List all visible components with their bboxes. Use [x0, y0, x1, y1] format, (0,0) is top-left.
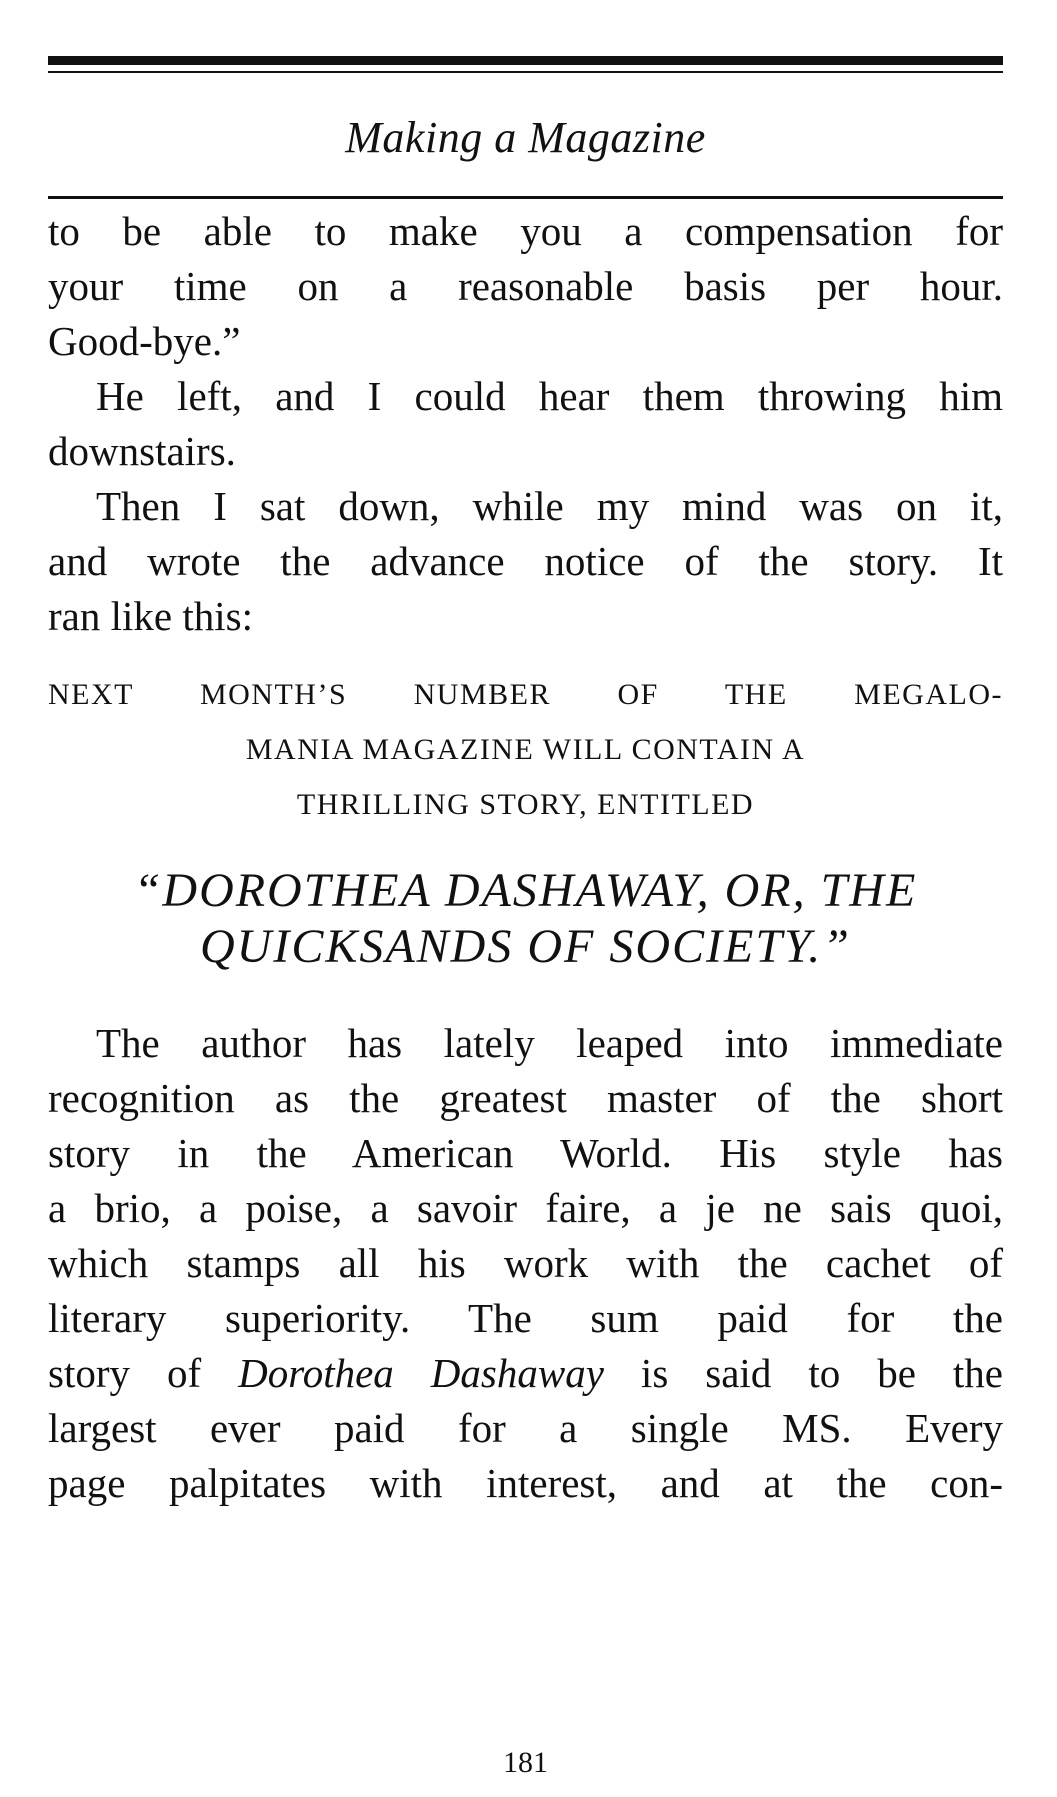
- header-rule-bottom: [48, 196, 1003, 199]
- text-line: downstairs.: [48, 428, 236, 474]
- text-line: recognition as the greatest master of the short: [48, 1075, 1003, 1121]
- text-line: largest ever paid for a single MS. Every: [48, 1405, 1003, 1451]
- text-line: [48, 1342, 1003, 1404]
- header-rule-thick: [48, 56, 1003, 65]
- text-line: He left, and I could hear them throwing him: [96, 373, 1003, 419]
- text-line: ran like this:: [48, 593, 253, 639]
- page-number: 181: [503, 1746, 548, 1779]
- notice-caps-line: NEXT MONTH’S NUMBER OF THE MEGALO-: [48, 678, 1003, 711]
- text-line: a brio, a poise, a savoir faire, a je ne sais quoi,: [48, 1185, 1003, 1231]
- text-segment: is said to be the: [603, 1350, 1004, 1396]
- text-segment: story of: [48, 1350, 239, 1396]
- text-line: and wrote the advance notice of the story. It: [48, 538, 1003, 584]
- text-line: which stamps all his work with the cachet of: [48, 1240, 1003, 1286]
- text-line: The author has lately leaped into immediate: [96, 1020, 1003, 1066]
- text-line: literary superiority. The sum paid for the: [48, 1295, 1003, 1341]
- notice-caps-line: MANIA MAGAZINE WILL CONTAIN A: [245, 733, 806, 766]
- text-line: to be able to make you a compensation for: [48, 208, 1003, 254]
- running-title: Making a Magazine: [345, 113, 706, 162]
- book-page: [48, 0, 1003, 1797]
- header-rule-thin: [48, 71, 1003, 73]
- text-line: your time on a reasonable basis per hour.: [48, 263, 1003, 309]
- story-title-line: QUICKSANDS OF SOCIETY.”: [200, 920, 851, 973]
- text-line: Then I sat down, while my mind was on it,: [96, 483, 1003, 529]
- text-line: page palpitates with interest, and at the con-: [48, 1460, 1003, 1506]
- notice-caps-line: THRILLING STORY, ENTITLED: [296, 788, 755, 821]
- italic-book-title: Dorothea Dashaway: [238, 1350, 604, 1396]
- text-line: story in the American World. His style has: [48, 1130, 1003, 1176]
- text-line: Good-bye.”: [48, 318, 241, 364]
- story-title-line: “DOROTHEA DASHAWAY, OR, THE: [133, 864, 918, 917]
